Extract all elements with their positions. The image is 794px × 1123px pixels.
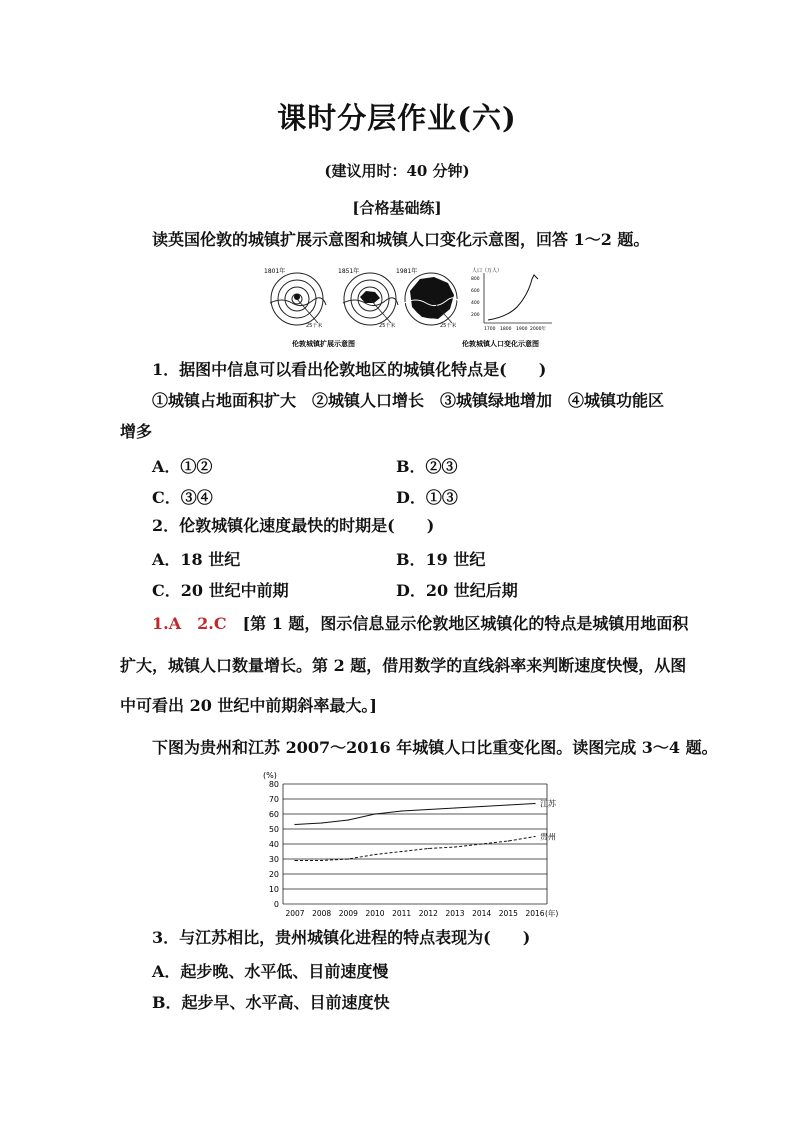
q2-option-c[interactable]: C．20 世纪中前期 (152, 581, 289, 600)
y-tick-label: 0 (273, 900, 279, 909)
x-tick-label: 2009 (338, 909, 358, 918)
answer-line-3: 中可看出 20 世纪中前期斜率最大。] (120, 696, 377, 715)
data-point (401, 851, 402, 852)
data-point (401, 810, 402, 811)
pop-ytick-label: 800 (471, 277, 480, 282)
answer-line-2: 扩大，城镇人口数量增长。第 2 题，借用数学的直线斜率来判断速度快慢，从图 (120, 656, 687, 675)
x-tick-label: 2012 (418, 909, 438, 918)
y-tick-label: 20 (268, 870, 279, 879)
data-point (481, 806, 482, 807)
x-tick-label: 2014 (472, 909, 492, 918)
q2-option-a[interactable]: A．18 世纪 (152, 550, 241, 569)
pop-xtick-label: 2000年 (530, 327, 546, 332)
page-title: 课时分层作业(六) (277, 101, 517, 135)
q1-items-line2: 增多 (120, 422, 153, 441)
map-1801 (264, 267, 326, 329)
x-tick-label: 2010 (365, 909, 385, 918)
data-point (374, 813, 375, 814)
pop-ytick-label: 600 (471, 289, 480, 294)
q1-option-b[interactable]: B．②③ (396, 457, 458, 476)
answer-line-1 (152, 614, 688, 634)
x-tick-label: 2015 (498, 909, 518, 918)
pop-xtick-label: 1900 (516, 327, 528, 332)
pop-xtick-label: 1800 (500, 327, 512, 332)
caption-population: 伦敦城镇人口变化示意图 (462, 340, 539, 348)
series-line-guizhou (295, 837, 535, 861)
urbanization-chart-svg (255, 766, 595, 922)
y-tick-label: 40 (268, 840, 279, 849)
data-point (428, 848, 429, 849)
x-tick-label: 2016 (525, 909, 545, 918)
pop-xtick-label: 1700 (484, 327, 496, 332)
x-axis-label: (年) (545, 909, 559, 918)
q2-stem: 2．伦敦城镇化速度最快的时期是( ) (152, 516, 435, 535)
scale-label: 25千米 (379, 323, 396, 329)
svg-text:人口（万人）: 人口（万人） (472, 268, 503, 274)
q1-items-line1: ①城镇占地面积扩大 ②城镇人口增长 ③城镇绿地增加 ④城镇功能区 (152, 391, 665, 410)
q1-option-a[interactable]: A．①② (152, 457, 213, 476)
q1-stem: 1．据图中信息可以看出伦敦地区的城镇化特点是( ) (152, 360, 547, 379)
year-label-1981: 1981年 (396, 268, 418, 275)
data-point (321, 822, 322, 823)
x-tick-label: 2007 (285, 909, 305, 918)
x-tick-label: 2013 (445, 909, 465, 918)
time-hint: (建议用时：40 分钟) (324, 162, 470, 180)
data-point (348, 819, 349, 820)
y-axis-label: (%) (263, 771, 277, 780)
y-tick-label: 70 (268, 795, 279, 804)
q2-option-d[interactable]: D．20 世纪后期 (396, 581, 518, 600)
urbanization-chart (255, 766, 595, 922)
year-label-1851: 1851年 (338, 268, 360, 275)
data-point (508, 804, 509, 805)
year-label-1801: 1801年 (264, 268, 286, 275)
q3-option-b[interactable]: B．起步早、水平高、目前速度快 (152, 993, 390, 1012)
answer-key: 1.A 2.C (152, 614, 227, 633)
data-point (321, 860, 322, 861)
data-point (481, 843, 482, 844)
pop-ytick-label: 400 (471, 301, 480, 306)
london-figure-svg (262, 265, 562, 350)
section-heading: [合格基础练] (352, 199, 442, 217)
data-point (428, 809, 429, 810)
q1-option-c[interactable]: C．③④ (152, 488, 213, 507)
series-label: 贵州 (540, 832, 556, 842)
map-1981 (396, 267, 460, 329)
scale-label: 25千米 (440, 323, 457, 329)
population-chart (471, 267, 552, 332)
intro-1: 读英国伦敦的城镇扩展示意图和城镇人口变化示意图，回答 1～2 题。 (152, 230, 650, 249)
answer-explanation-1: [第 1 题，图示信息显示伦敦地区城镇化的特点是城镇用地面积 (242, 614, 689, 633)
q3-stem: 3．与江苏相比，贵州城镇化进程的特点表现为( ) (152, 928, 531, 947)
pop-ytick-label: 200 (471, 313, 480, 318)
x-tick-label: 2008 (312, 909, 332, 918)
caption-expansion: 伦敦城镇扩展示意图 (292, 340, 355, 348)
data-point (294, 860, 295, 861)
q3-option-a[interactable]: A．起步晚、水平低、目前速度慢 (152, 962, 389, 981)
q2-option-b[interactable]: B．19 世纪 (396, 550, 486, 569)
data-point (454, 846, 455, 847)
data-point (348, 858, 349, 859)
data-point (294, 824, 295, 825)
y-tick-label: 50 (268, 825, 279, 834)
london-figure (262, 265, 562, 350)
y-tick-label: 80 (268, 780, 279, 789)
series-label: 江苏 (540, 799, 556, 809)
scale-label: 25千米 (306, 323, 323, 329)
data-point (374, 854, 375, 855)
data-point (454, 807, 455, 808)
data-point (534, 803, 535, 804)
y-tick-label: 30 (268, 855, 279, 864)
y-tick-label: 10 (268, 885, 279, 894)
q1-option-d[interactable]: D．①③ (396, 488, 458, 507)
data-point (508, 840, 509, 841)
x-tick-label: 2011 (392, 909, 412, 918)
y-tick-label: 60 (268, 810, 279, 819)
data-point (534, 836, 535, 837)
intro-2: 下图为贵州和江苏 2007～2016 年城镇人口比重变化图。读图完成 3～4 题。 (152, 738, 718, 757)
map-1851 (338, 267, 398, 329)
